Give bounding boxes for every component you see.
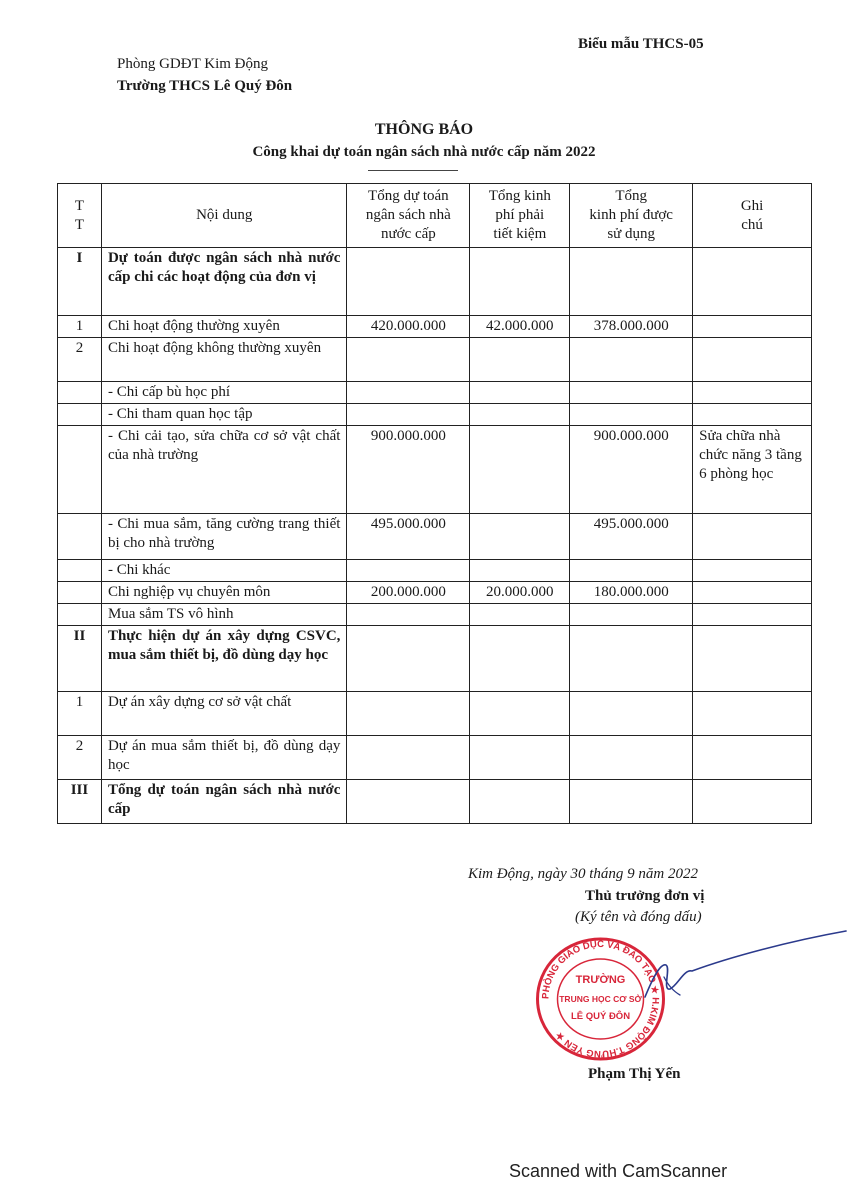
row-savings [470,692,570,736]
row-used [570,604,693,626]
row-used [570,248,693,316]
stamp-outer-text: PHÒNG GIÁO DỤC VÀ ĐÀO TẠO ★ H.KIM ĐỘNG T.HƯNG YÊN ★ [540,938,661,1060]
row-total-budget: 900.000.000 [347,426,470,514]
row-total-budget [347,404,470,426]
row-note [693,626,812,692]
header-savings [470,184,570,248]
row-total-budget [347,626,470,692]
row-content: Dự toán được ngân sách nhà nước cấp chi các hoạt động của đơn vị [101,248,346,316]
row-tt: 2 [58,338,102,382]
table-row [58,338,812,382]
row-tt: III [58,780,102,824]
row-tt [58,514,102,560]
table-header-row [58,184,812,248]
table-row [58,626,812,692]
row-used [570,736,693,780]
row-note [693,382,812,404]
department-name: Phòng GDĐT Kim Động [117,56,268,72]
document-subtitle: Công khai dự toán ngân sách nhà nước cấp năm 2022 [252,144,596,160]
row-note [693,736,812,780]
table-row [58,248,812,316]
row-content: Tổng dự toán ngân sách nhà nước cấp [101,780,346,824]
row-tt [58,382,102,404]
table-row [58,780,812,824]
table-row [58,736,812,780]
header-total-budget [347,184,470,248]
row-tt [58,582,102,604]
table-row [58,514,812,560]
school-name: Trường THCS Lê Quý Đôn [117,78,293,94]
row-content: - Chi cải tạo, sửa chữa cơ sở vật chất của nhà trường [101,426,346,514]
sign-note: (Ký tên và đóng dấu) [575,909,702,925]
row-content: - Chi tham quan học tập [101,404,346,426]
row-note [693,338,812,382]
header-note-text: Ghi chú [740,197,764,233]
row-savings [470,514,570,560]
signature-stroke [640,925,848,1015]
row-content: - Chi khác [101,560,346,582]
row-savings: 20.000.000 [470,582,570,604]
document-title: THÔNG BÁO [374,121,474,138]
row-total-budget: 200.000.000 [347,582,470,604]
header-tt [58,184,102,248]
row-tt [58,426,102,514]
row-total-budget [347,604,470,626]
table-row [58,426,812,514]
table-row [58,582,812,604]
row-savings [470,780,570,824]
scanner-watermark: Scanned with CamScanner [509,1161,728,1181]
row-used [570,404,693,426]
header-content-text: Nội dung [196,207,253,223]
row-tt: 2 [58,736,102,780]
row-total-budget: 420.000.000 [347,316,470,338]
budget-table [57,183,812,824]
row-content: Dự án mua sắm thiết bị, đồ dùng dạy học [101,736,346,780]
row-note [693,404,812,426]
row-total-budget [347,780,470,824]
header-note [693,184,812,248]
row-tt [58,404,102,426]
table-row [58,692,812,736]
row-tt: I [58,248,102,316]
row-savings [470,404,570,426]
row-used: 495.000.000 [570,514,693,560]
row-savings [470,248,570,316]
row-content: - Chi mua sắm, tăng cường trang thiết bị cho nhà trường [101,514,346,560]
header-savings-text: Tổng kinh phí phải tiết kiệm [488,188,551,242]
header-total-budget-text: Tổng dự toán ngân sách nhà nước cấp [365,188,451,242]
row-tt [58,560,102,582]
row-content: Chi hoạt động không thường xuyên [101,338,346,382]
table-row [58,604,812,626]
row-content: Chi nghiệp vụ chuyên môn [101,582,346,604]
row-savings [470,736,570,780]
row-total-budget [347,248,470,316]
row-content: Thực hiện dự án xây dựng CSVC, mua sắm thiết bị, đồ dùng dạy học [101,626,346,692]
row-used [570,560,693,582]
header-tt-text: T T [74,197,85,233]
row-content: Chi hoạt động thường xuyên [101,316,346,338]
row-tt: 1 [58,692,102,736]
row-savings [470,426,570,514]
table-row [58,382,812,404]
row-savings: 42.000.000 [470,316,570,338]
row-tt: 1 [58,316,102,338]
row-savings [470,626,570,692]
row-used: 900.000.000 [570,426,693,514]
row-note [693,780,812,824]
row-total-budget: 495.000.000 [347,514,470,560]
row-total-budget [347,382,470,404]
row-note [693,582,812,604]
row-note [693,316,812,338]
table-row [58,316,812,338]
row-used [570,626,693,692]
row-content: - Chi cấp bù học phí [101,382,346,404]
row-note [693,604,812,626]
head-title: Thủ trưởng đơn vị [585,888,705,904]
row-content: Dự án xây dựng cơ sở vật chất [101,692,346,736]
header-used-text: Tổng kinh phí được sử dụng [589,188,673,242]
signer-name: Phạm Thị Yến [588,1066,681,1082]
row-tt: II [58,626,102,692]
row-note [693,248,812,316]
stamp-line-1: TRƯỜNG [575,974,626,986]
row-used [570,382,693,404]
stamp-line-3: LÊ QUÝ ĐÔN [570,1011,631,1022]
row-used [570,780,693,824]
header-content [101,184,346,248]
stamp-line-2: TRUNG HỌC CƠ SỞ [559,994,642,1004]
row-savings [470,338,570,382]
row-used: 378.000.000 [570,316,693,338]
table-row [58,404,812,426]
row-total-budget [347,560,470,582]
row-total-budget [347,338,470,382]
place-date: Kim Động, ngày 30 tháng 9 năm 2022 [468,866,698,882]
row-note [693,560,812,582]
row-used [570,338,693,382]
row-used [570,692,693,736]
row-savings [470,560,570,582]
table-row [58,560,812,582]
title-underline [368,170,458,171]
form-code: Biểu mẫu THCS-05 [578,36,704,52]
row-used: 180.000.000 [570,582,693,604]
header-used [570,184,693,248]
row-total-budget [347,692,470,736]
row-savings [470,604,570,626]
row-note: Sửa chữa nhà chức năng 3 tầng 6 phòng học [693,426,812,514]
row-note [693,692,812,736]
row-tt [58,604,102,626]
row-savings [470,382,570,404]
row-note [693,514,812,560]
row-total-budget [347,736,470,780]
row-content: Mua sắm TS vô hình [101,604,346,626]
